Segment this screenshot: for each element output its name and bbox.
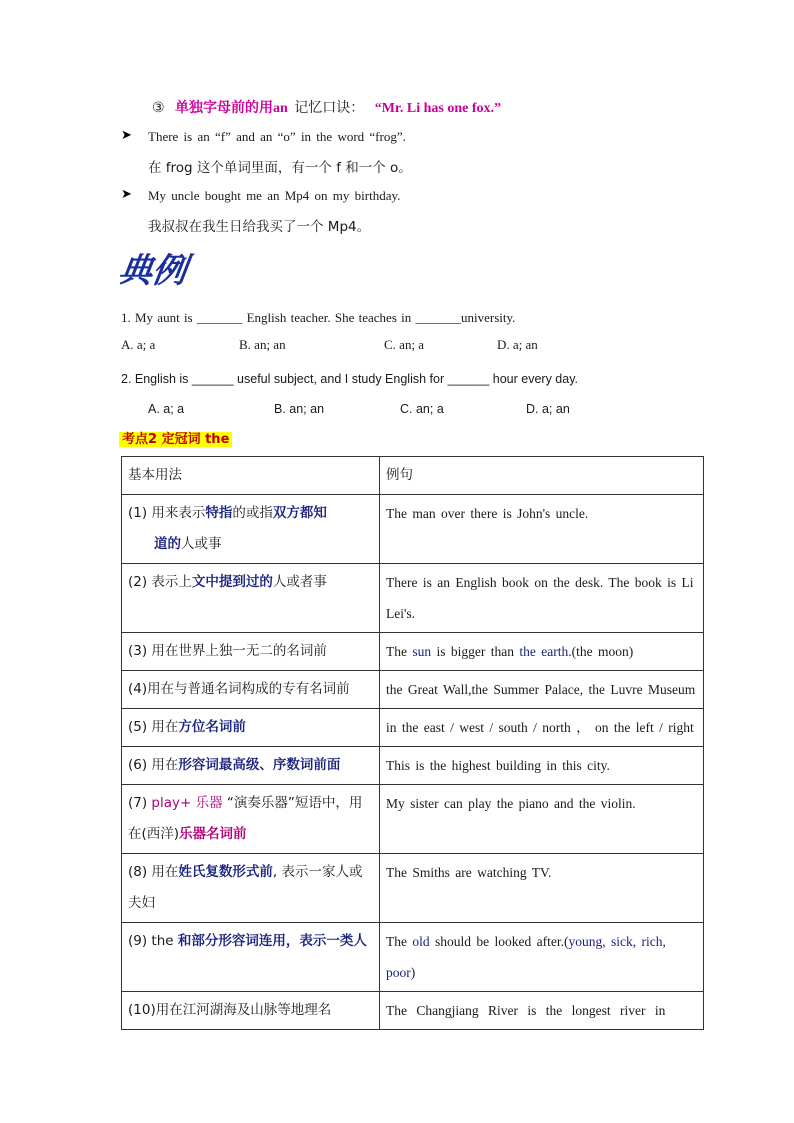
- q2-option-a: A. a; a: [148, 402, 185, 416]
- usage-text: (9) the: [128, 933, 178, 949]
- usage-text: (1) 用来表示: [128, 505, 206, 521]
- usage-highlight: play+ 乐器: [151, 795, 223, 811]
- example-cell: in the east / west / south / north ， on the left / right: [380, 709, 704, 747]
- usage-cell: (10)用在江河湖海及山脉等地理名: [122, 992, 380, 1030]
- usage-text: (8) 用在: [128, 864, 179, 880]
- example-cell: The Changjiang River is the longest river in: [380, 992, 704, 1030]
- example-logo: [120, 246, 200, 292]
- usage-cell: [122, 923, 380, 992]
- example-cell: This is the highest building in this city.: [380, 747, 704, 785]
- example-cell: [380, 633, 704, 671]
- example-en-1: There is an “f” and an “o” in the word “frog”.: [148, 129, 406, 144]
- example-highlight: young, sick, rich, poor: [386, 934, 666, 980]
- table-row: [122, 923, 704, 992]
- usage-cell: (3) 用在世界上独一无二的名词前: [122, 633, 380, 671]
- usage-text: (6) 用在: [128, 757, 179, 773]
- example-text: is bigger than: [431, 644, 520, 659]
- usage-text: “演奏乐器”短语中，用在(西洋): [128, 795, 363, 842]
- table-row: [122, 785, 704, 854]
- example-text: The: [386, 644, 413, 659]
- usage-emphasis: 乐器名词前: [179, 826, 247, 842]
- example-zh-2: 我叔叔在我生日给我买了一个 Mp4。: [148, 219, 371, 235]
- question-2-stem: 2. English is ______ useful subject, and I study English for ______ hour every day.: [121, 372, 579, 386]
- example-highlight: sun: [412, 644, 432, 659]
- usage-emphasis: 道的: [154, 536, 181, 552]
- example-logo-icon: [120, 246, 200, 292]
- q2-option-d: D. a; an: [526, 402, 570, 416]
- example-cell: My sister can play the piano and the violin.: [380, 785, 704, 854]
- usage-text: 的或指: [232, 505, 273, 521]
- usage-cell: [122, 709, 380, 747]
- example-text: The: [386, 934, 413, 949]
- section-heading-text: 考点2 定冠词 the: [119, 432, 232, 447]
- example-highlight: old: [412, 934, 430, 949]
- example-cell: The Smiths are watching TV.: [380, 854, 704, 923]
- usage-text: , 表示一家人或夫妇: [128, 864, 363, 911]
- q1-option-a: A. a; a: [121, 337, 156, 352]
- q2-option-b: B. an; an: [274, 402, 325, 416]
- mnemonic-label: 记忆口诀：: [294, 100, 365, 116]
- example-en-2: My uncle bought me an Mp4 on my birthday.: [148, 188, 401, 203]
- bullet-arrow-icon: ➤: [121, 128, 132, 143]
- usage-cell: [122, 564, 380, 633]
- q2-option-c: C. an; a: [400, 402, 444, 416]
- usage-cell: (4)用在与普通名词构成的专有名词前: [122, 671, 380, 709]
- usage-text: 人或事: [181, 536, 222, 552]
- mnemonic: “Mr. Li has one fox.”: [374, 101, 501, 116]
- rule-an: an: [273, 101, 288, 116]
- table-row: [122, 854, 704, 923]
- table-row: [122, 564, 704, 633]
- section-heading: [119, 428, 232, 447]
- example-cell: [380, 923, 704, 992]
- usage-emphasis: 特指: [205, 505, 233, 521]
- table-row: [122, 747, 704, 785]
- example-text: (the moon): [571, 644, 634, 659]
- usage-text: (5) 用在: [128, 719, 179, 735]
- usage-text: 人或者事: [272, 574, 327, 590]
- header-usage: 基本用法: [122, 457, 380, 495]
- q1-option-b: B. an; an: [239, 337, 286, 352]
- usage-emphasis: 双方都知: [272, 505, 327, 521]
- example-text: ): [410, 965, 416, 980]
- example-zh-1: 在 frog 这个单词里面，有一个 f 和一个 o。: [148, 160, 412, 176]
- table-row: [122, 709, 704, 747]
- example-cell: The man over there is John's uncle.: [380, 495, 704, 564]
- rule-text: 单独字母前的用: [175, 100, 274, 116]
- table-row: [122, 992, 704, 1030]
- table-row: [122, 495, 704, 564]
- header-example: 例句: [380, 457, 704, 495]
- usage-text: (2) 表示上: [128, 574, 192, 590]
- usage-emphasis: 方位名词前: [178, 719, 246, 735]
- usage-cell: [122, 495, 380, 564]
- usage-emphasis: 形容词最高级、序数词前面: [178, 757, 341, 773]
- table-header-row: [122, 457, 704, 495]
- q1-option-c: C. an; a: [384, 337, 425, 352]
- usage-cell: [122, 785, 380, 854]
- example-highlight: the earth.: [519, 644, 572, 659]
- table-row: [122, 671, 704, 709]
- usage-emphasis: 文中提到过的: [191, 574, 273, 590]
- example-text: should be looked after.(: [429, 934, 569, 949]
- usage-emphasis: 姓氏复数形式前: [178, 864, 273, 880]
- bullet-arrow-icon: ➤: [121, 187, 132, 202]
- rule-line: [152, 97, 501, 117]
- example-cell: the Great Wall,the Summer Palace, the Luvre Museum: [380, 671, 704, 709]
- usage-table: [121, 456, 704, 1030]
- table-row: [122, 633, 704, 671]
- svg-text:典例: 典例: [120, 251, 190, 291]
- usage-text: (7): [128, 795, 152, 811]
- circled-number: ③: [152, 100, 165, 116]
- example-cell: There is an English book on the desk. The book is Li Lei's.: [380, 564, 704, 633]
- usage-emphasis: 和部分形容词连用，表示一类人: [177, 933, 367, 949]
- question-1-stem: 1. My aunt is _______ English teacher. She teaches in _______university.: [121, 310, 516, 325]
- usage-cell: [122, 747, 380, 785]
- usage-cell: [122, 854, 380, 923]
- q1-option-d: D. a; an: [497, 337, 538, 352]
